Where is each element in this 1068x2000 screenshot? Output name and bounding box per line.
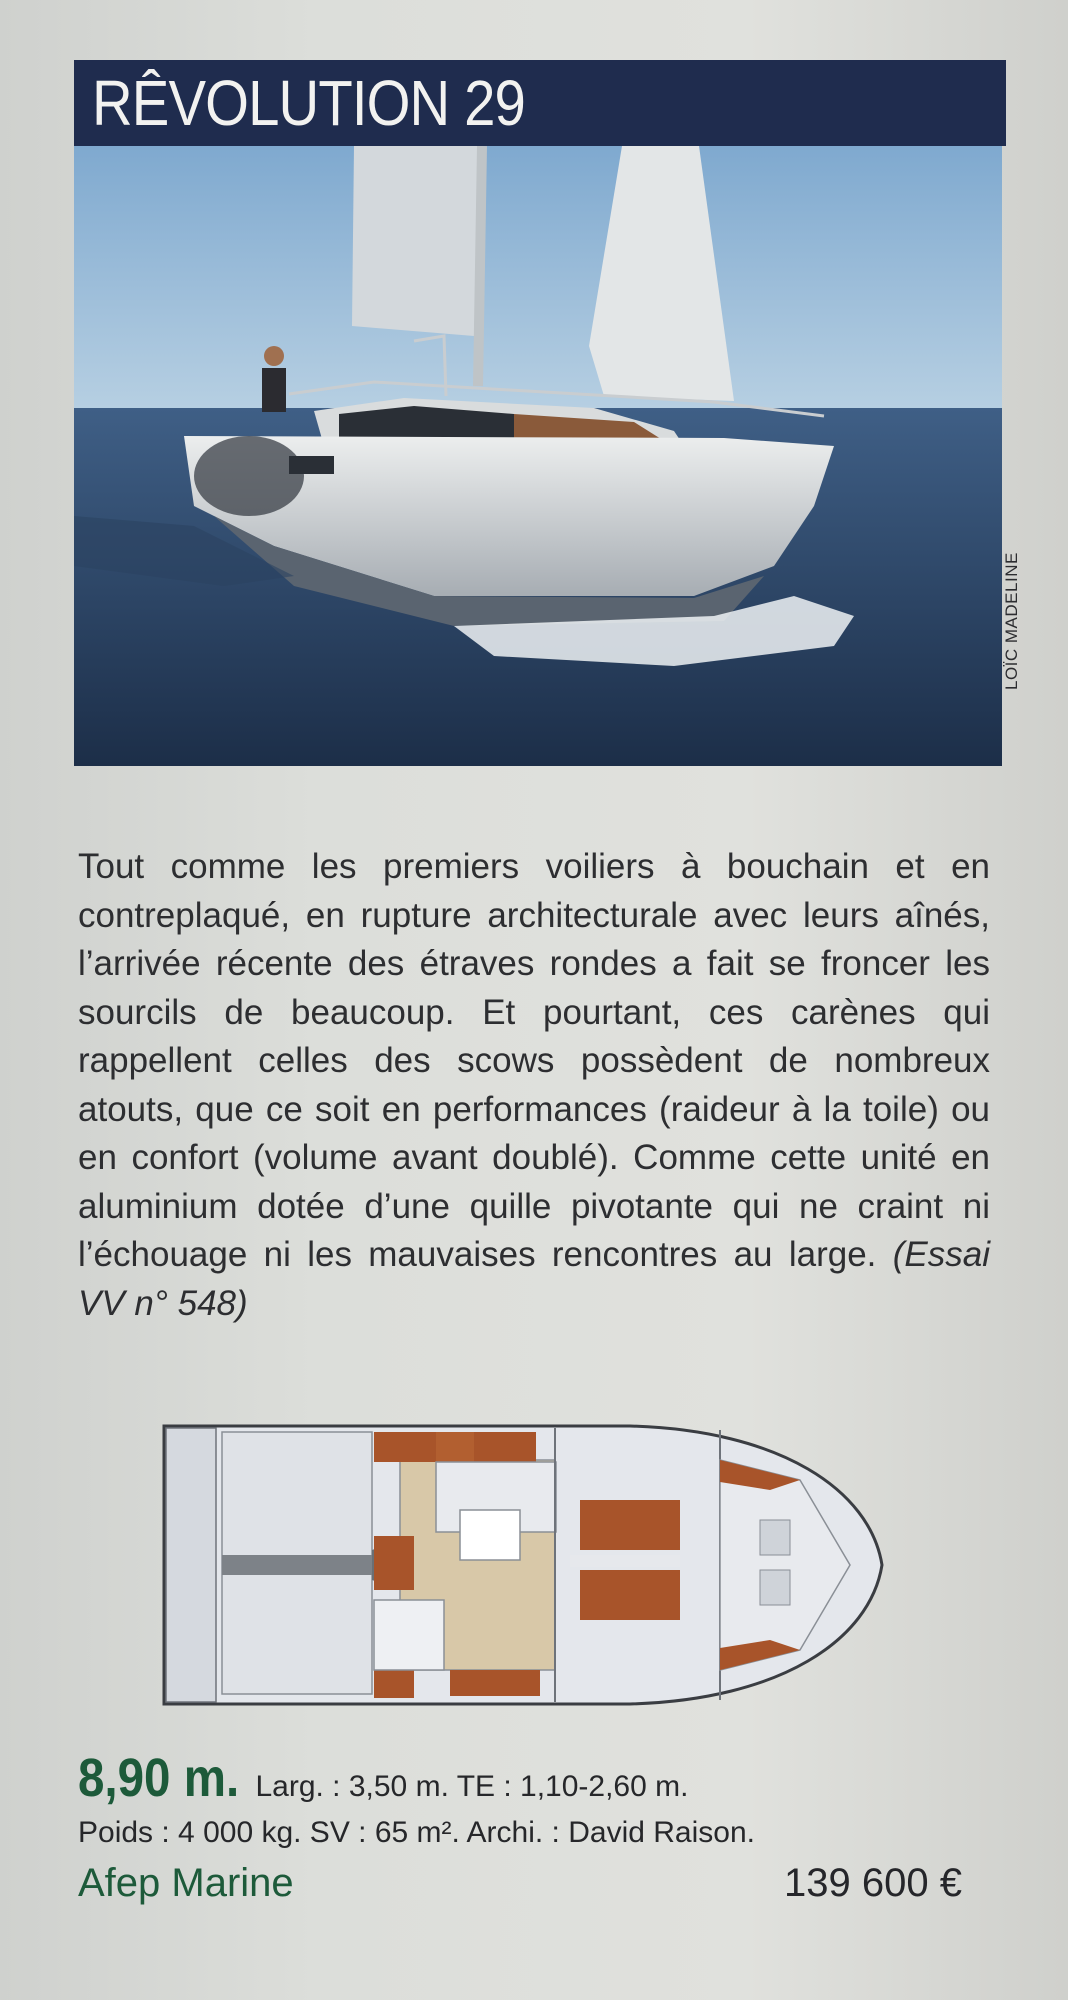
boat-title: RÊVOLUTION 29 (92, 67, 525, 139)
spec-line-weight-sail-architect: Poids : 4 000 kg. SV : 65 m². Archi. : David Raison. (78, 1816, 755, 1849)
photo-credit: LOÏC MADELINE (1002, 552, 1021, 690)
title-bar (74, 60, 1006, 146)
boat-price: 139 600 € (784, 1861, 962, 1905)
deck-plan-diagram (160, 1420, 888, 1710)
article-body (78, 843, 990, 1328)
article-text: Tout comme les premiers voiliers à bouchain et en contreplaqué, en rupture architecturale avec leurs aînés, l’arrivée récente des étraves rondes a fait se froncer les sourcils de beaucoup. Et pourtant, ces carènes qui rappellent celles des scows possèdent de nombreux atouts, que ce soit en performances (raideur à la toile) ou en confort (volume avant doublé). Comme cette unité en aluminium dotée d’une quille pivotante qui ne craint ni l’échouage ni les mauvaises rencontres au large. (78, 847, 990, 1274)
boat-photo (74, 146, 1002, 766)
specifications (78, 1748, 998, 1915)
builder-name: Afep Marine (78, 1861, 294, 1905)
spec-line-dimensions (78, 1748, 998, 1813)
spec-line-builder-price (78, 1859, 998, 1915)
article-reference: (Essai VV n° 548) (78, 1235, 990, 1323)
boat-length: 8,90 m. (78, 1748, 240, 1808)
spec-beam-draft: Larg. : 3,50 m. TE : 1,10-2,60 m. (255, 1770, 689, 1803)
